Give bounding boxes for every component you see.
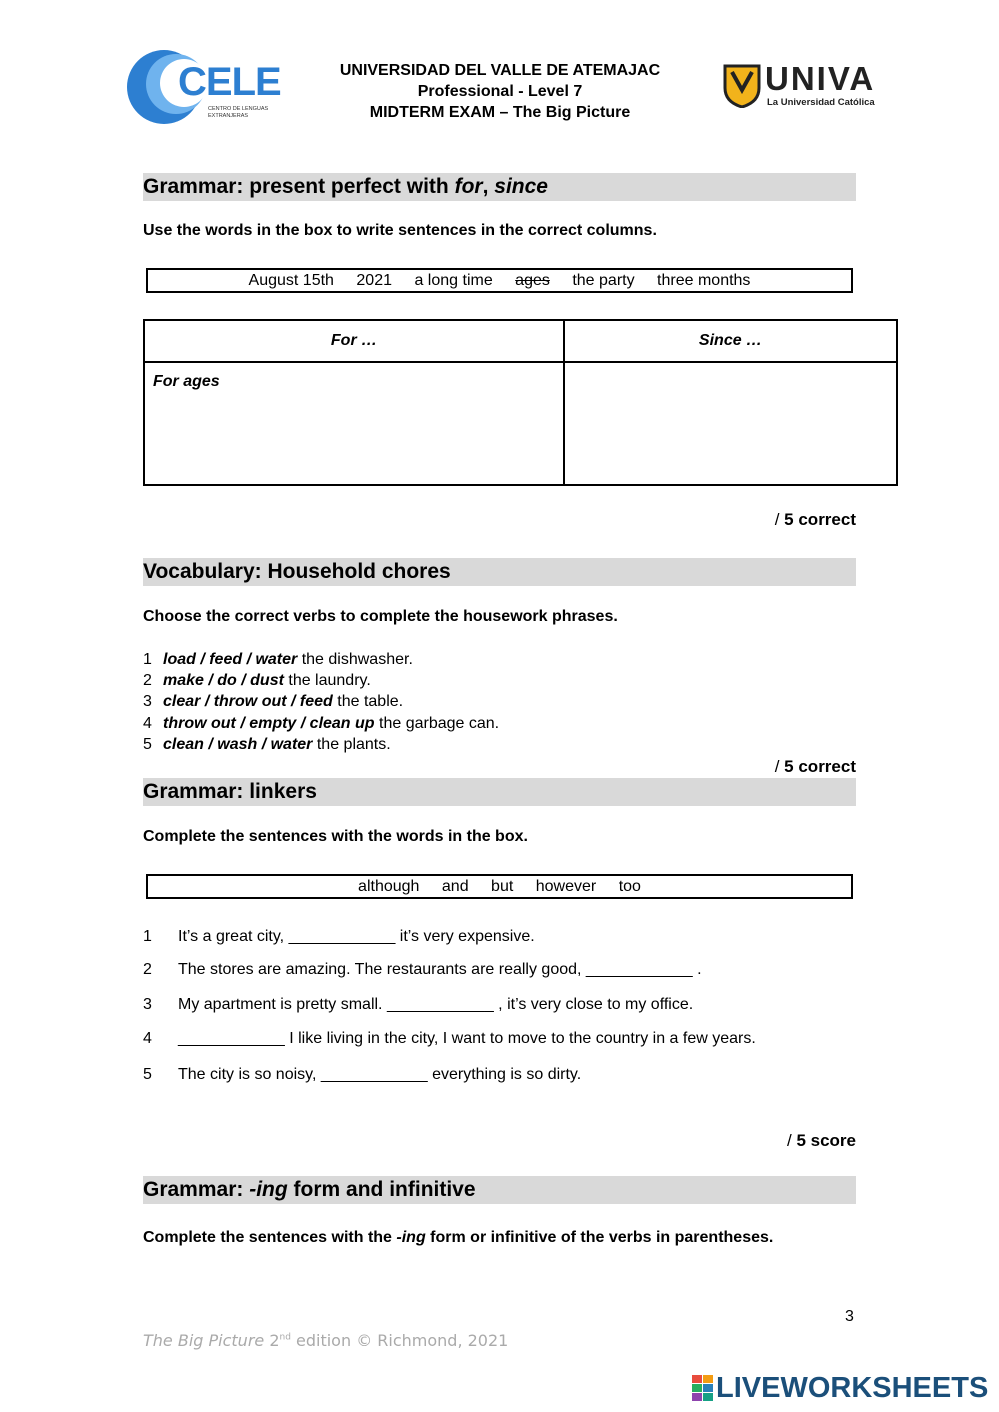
title-since: since [494, 175, 548, 198]
list-item: 5 clean / wash / water the plants. [143, 735, 391, 753]
since-answer-cell[interactable] [564, 362, 897, 485]
list-item: 3 clear / throw out / feed the table. [143, 693, 404, 711]
level-name: Professional - Level 7 [417, 83, 583, 100]
instruction-linkers: Complete the sentences with the words in the box. [143, 828, 528, 845]
linker-sentence: 1 It’s a great city, ____________ it’s very expensive. [143, 928, 535, 945]
linker-sentence: 5 The city is so noisy, ____________ everything is so dirty. [143, 1066, 582, 1083]
verb-options[interactable]: make / do / dust [163, 672, 284, 690]
liveworksheets-brand-name: LIVEWORKSHEETS [716, 1372, 989, 1404]
section-title-household-chores: Vocabulary: Household chores [143, 558, 856, 586]
score-linkers: / 5 score [786, 1131, 856, 1150]
list-item: 1 load / feed / water the dishwasher. [143, 651, 413, 668]
verb-options[interactable]: clear / throw out / feed [163, 693, 333, 711]
title-for: for [454, 175, 483, 198]
copyright-note: The Big Picture 2nd edition © Richmond, 2021 [143, 1331, 509, 1350]
linker-sentence: 3 My apartment is pretty small. ____________ , it’s very close to my office. [143, 996, 694, 1013]
instruction-household-chores: Choose the correct verbs to complete the housework phrases. [143, 608, 618, 625]
page-number: 3 [845, 1308, 854, 1325]
score-present-perfect: / 5 correct [774, 510, 856, 529]
linker-sentence: 2 The stores are amazing. The restaurants are really good, ____________ . [143, 961, 702, 978]
word-box-item: however [535, 878, 597, 895]
exam-name: MIDTERM EXAM – The Big Picture [369, 104, 631, 121]
word-box-item-used: ages [515, 272, 550, 289]
section-title-ing-infinitive: Grammar: -ing form and infinitive [143, 1176, 856, 1204]
word-box-item: August 15th [248, 272, 334, 289]
word-box-item: and [441, 878, 469, 895]
word-box-item: although [358, 878, 420, 895]
word-box-item: too [618, 878, 641, 895]
for-answer-cell[interactable]: For ages [144, 362, 564, 485]
since-column-header: Since … [564, 320, 897, 362]
univa-logo [723, 60, 901, 110]
score-household-chores: / 5 correct [774, 757, 856, 776]
cele-logo-subtitle-1: CENTRO DE LENGUAS [208, 106, 269, 112]
university-name: UNIVERSIDAD DEL VALLE DE ATEMAJAC [339, 62, 661, 79]
word-box-item: but [491, 878, 514, 895]
verb-options[interactable]: throw out / empty / clean up [163, 714, 375, 732]
list-item: 4 throw out / empty / clean up the garbage can. [143, 714, 500, 732]
word-box-linkers [146, 874, 853, 899]
exam-header-title [250, 60, 750, 123]
for-since-table [143, 319, 898, 486]
section-title-present-perfect: Grammar: present perfect with for, since [143, 173, 856, 201]
cele-logo-subtitle-2: EXTRANJERAS [208, 113, 249, 119]
household-chores-list [143, 649, 499, 755]
instruction-present-perfect: Use the words in the box to write sentences in the correct columns. [143, 222, 657, 239]
univa-logo-tagline: La Universidad Católica [767, 97, 875, 108]
list-item: 2 make / do / dust the laundry. [143, 672, 371, 690]
for-column-header: For … [144, 320, 564, 362]
word-box-item: 2021 [356, 272, 392, 289]
liveworksheets-blocks-icon [692, 1375, 714, 1401]
section-title-linkers: Grammar: linkers [143, 778, 856, 806]
word-box-item: a long time [414, 272, 493, 289]
univa-logo-name: UNIVA [765, 60, 876, 97]
cele-logo-name: CELE [178, 60, 281, 104]
linker-sentence: 4 ____________ I like living in the city, I want to move to the country in a few years. [143, 1030, 756, 1047]
verb-options[interactable]: load / feed / water [163, 651, 298, 668]
instruction-ing-infinitive: Complete the sentences with the -ing form or infinitive of the verbs in parentheses. [143, 1229, 774, 1246]
word-box-item: three months [657, 272, 751, 289]
word-box-present-perfect [146, 268, 853, 293]
verb-options[interactable]: clean / wash / water [163, 735, 313, 753]
word-box-item: the party [572, 272, 635, 289]
univa-shield-icon [723, 64, 761, 108]
